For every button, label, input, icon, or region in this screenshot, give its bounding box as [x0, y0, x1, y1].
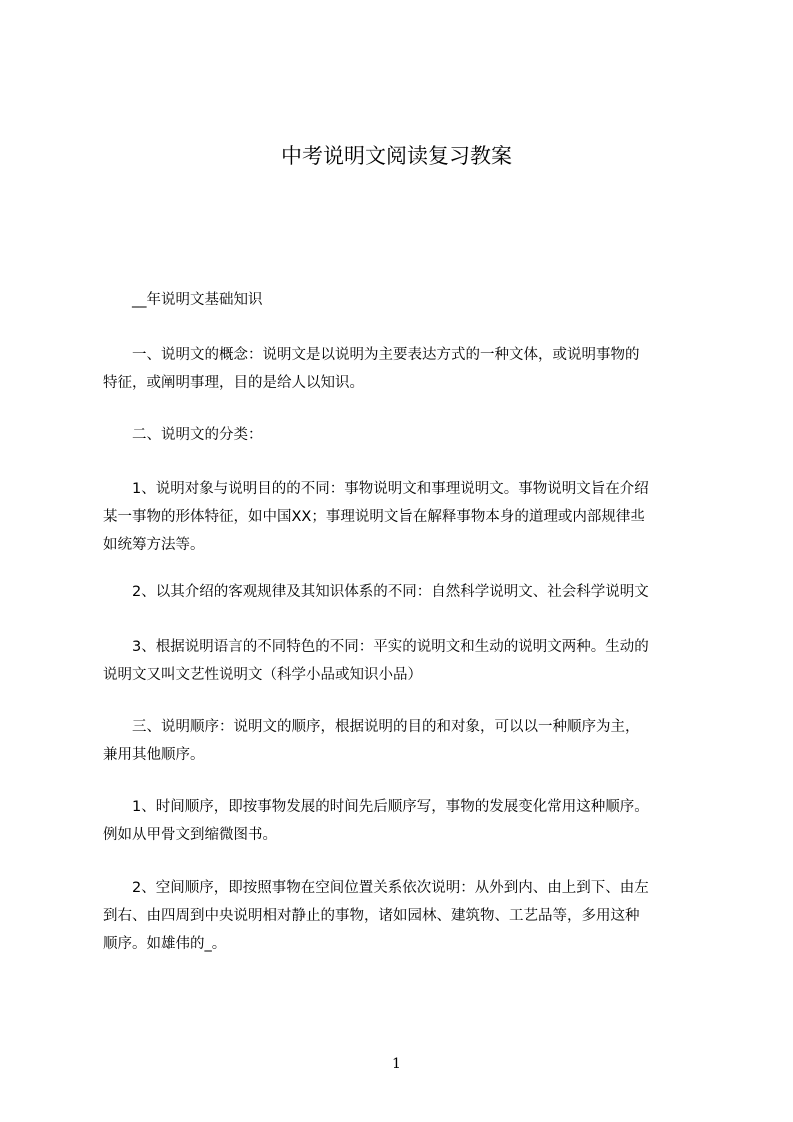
paragraph-time-order [103, 793, 713, 849]
paragraph-classification-2 [103, 578, 713, 606]
paragraph-line: 3、根据说明语言的不同特色的不同：平实的说明文和生动的说明文两种。生动的 [103, 639, 649, 655]
paragraph-line: 2、以其介绍的客观规律及其知识体系的不同：自然科学说明文、社会科学说明文 [103, 584, 649, 600]
document-title: 中考说明文阅读复习教案 [281, 144, 512, 168]
paragraph-classification-3 [103, 633, 713, 689]
paragraph-classification-1 [103, 475, 713, 559]
paragraph-concept [103, 341, 713, 397]
paragraph-classification-heading [103, 421, 713, 449]
paragraph-line: 说明文又叫文艺性说明文（科学小品或知识小品） [103, 667, 422, 683]
paragraph-line: 二、说明文的分类： [103, 427, 263, 443]
paragraph-space-order [103, 874, 713, 958]
paragraph-line: 某一事物的形体特征，如中国XX；事理说明文旨在解释事物本身的道理或内部规律丠 [103, 509, 645, 525]
paragraph-line: 兼用其他顺序。 [103, 747, 205, 763]
paragraph-line: 1、时间顺序，即按事物发展的时间先后顺序写，事物的发展变化常用这种顺序。 [103, 799, 649, 815]
page-number: 1 [392, 1056, 401, 1072]
paragraph-line: 三、说明顺序：说明文的顺序，根据说明的目的和对象，可以以一种顺序为主， [103, 719, 640, 735]
paragraph-line: __年说明文基础知识 [103, 292, 263, 308]
paragraph-section-heading [103, 286, 713, 314]
paragraph-line: 1、说明对象与说明目的的不同：事物说明文和事理说明文。事物说明文旨在介绍 [103, 481, 649, 497]
paragraph-line: 顺序。如雄伟的_。 [103, 936, 227, 952]
paragraph-line: 到右、由四周到中央说明相对静止的事物，诸如园林、建筑物、工艺品等，多用这种 [103, 908, 640, 924]
paragraph-line: 例如从甲骨文到缩微图书。 [103, 827, 277, 843]
paragraph-line: 一、说明文的概念：说明文是以说明为主要表达方式的一种文体，或说明事物的 [103, 347, 640, 363]
paragraph-order-heading [103, 713, 713, 769]
paragraph-line: 如统筹方法等。 [103, 537, 205, 553]
paragraph-line: 2、空间顺序，即按照事物在空间位置关系依次说明：从外到内、由上到下、由左 [103, 880, 649, 896]
paragraph-line: 特征，或阐明事理，目的是给人以知识。 [103, 375, 364, 391]
